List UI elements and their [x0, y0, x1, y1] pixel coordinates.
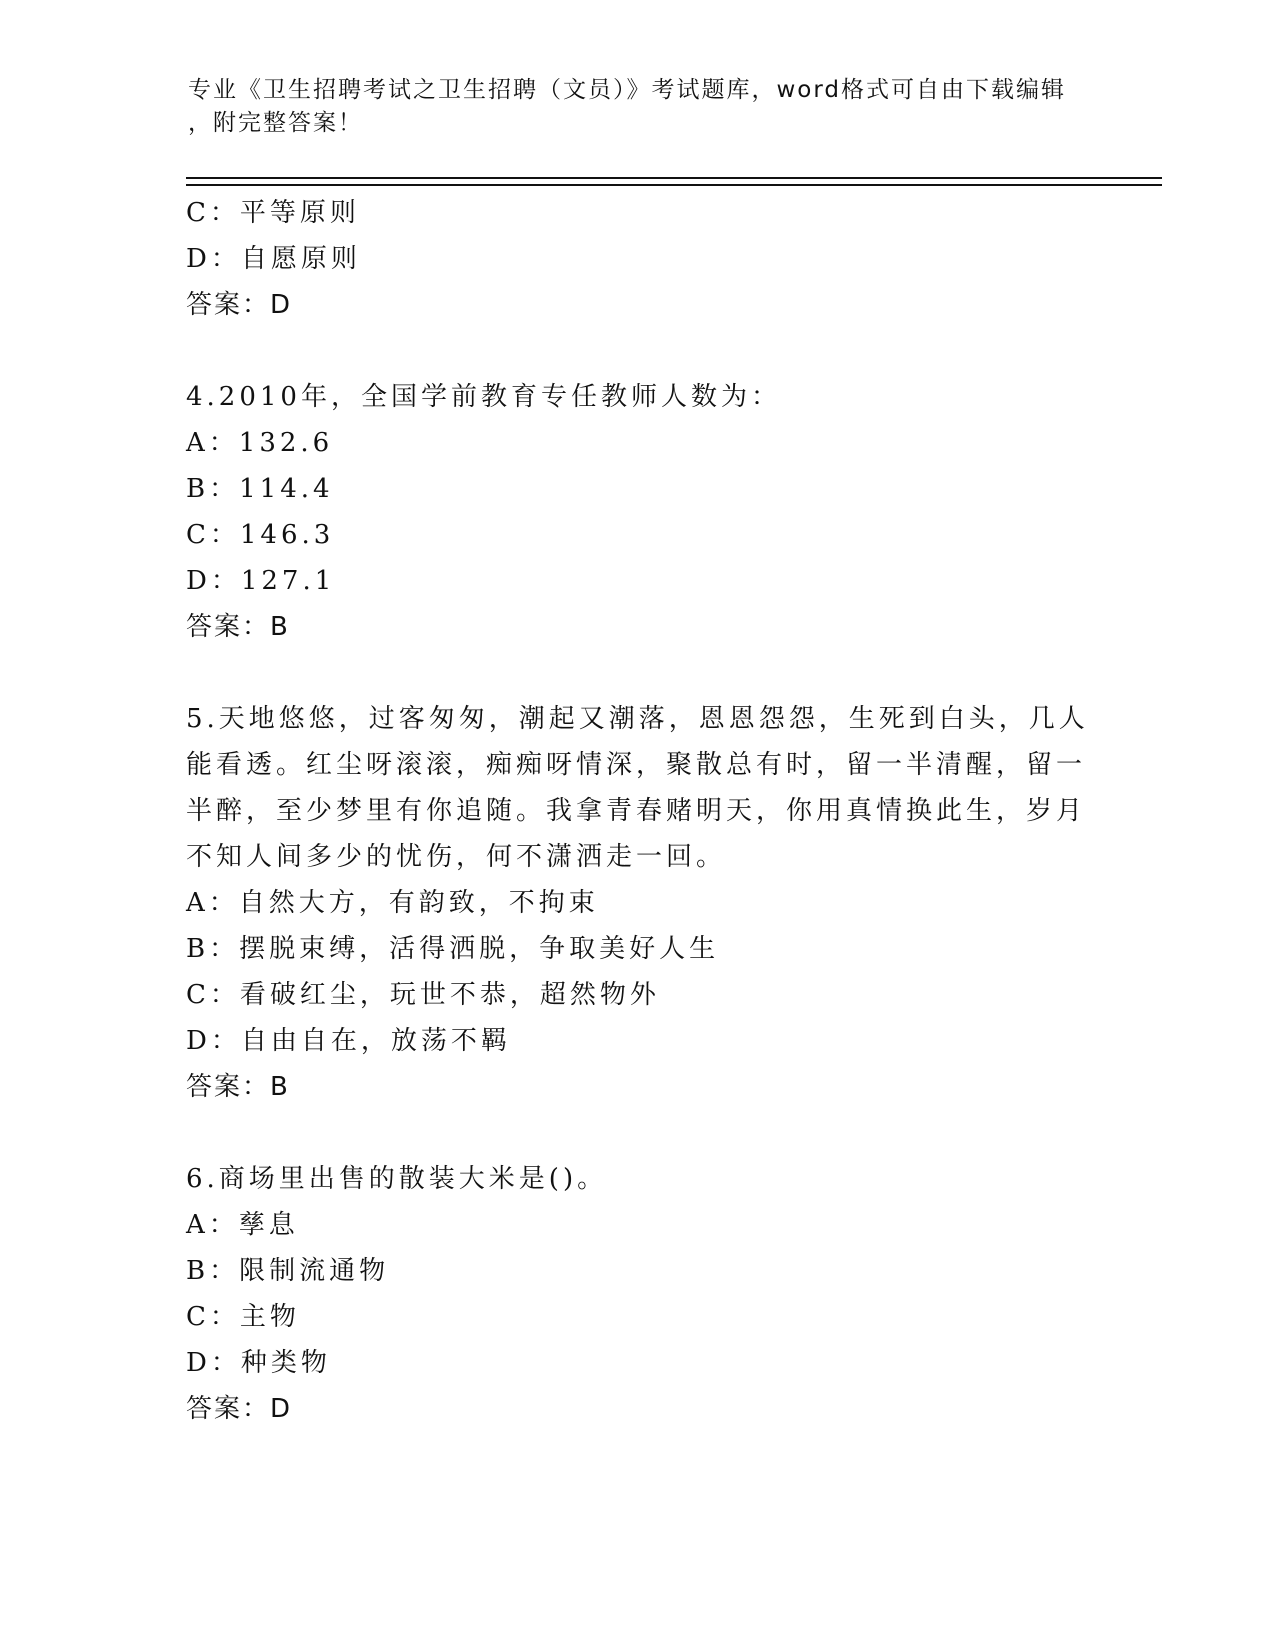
- q3-option-c: C：平等原则: [186, 198, 360, 228]
- header-line-1: 专业《卫生招聘考试之卫生招聘（文员）》考试题库，word格式可自由下载编辑: [188, 77, 1067, 103]
- spacer: [186, 650, 1086, 696]
- q5-option-a: A：自然大方，有韵致，不拘束: [186, 888, 599, 918]
- q5-answer: 答案：B: [186, 1072, 290, 1102]
- q6-stem: 6.商场里出售的散装大米是()。: [186, 1164, 608, 1194]
- q5-option-c: C：看破红尘，玩世不恭，超然物外: [186, 980, 660, 1010]
- spacer: [186, 1110, 1086, 1156]
- q3-option-d: D：自愿原则: [186, 244, 361, 274]
- q3-answer: 答案：D: [186, 290, 293, 320]
- q6-option-a: A：孳息: [186, 1210, 299, 1240]
- q5-option-d: D：自由自在，放荡不羁: [186, 1026, 511, 1056]
- q4-option-a: A：132.6: [186, 428, 334, 458]
- q5-stem-line-4: 不知人间多少的忧伤，何不潇洒走一回。: [186, 842, 727, 872]
- q5-option-b: B：摆脱束缚，活得洒脱，争取美好人生: [186, 934, 720, 964]
- q4-answer: 答案：B: [186, 612, 290, 642]
- q4-option-b: B：114.4: [186, 474, 334, 504]
- document-header: [188, 74, 1068, 140]
- document-body: [186, 190, 1089, 1432]
- q6-option-c: C：主物: [186, 1302, 300, 1332]
- q6-option-d: D：种类物: [186, 1348, 331, 1378]
- q4-option-c: C：146.3: [186, 520, 335, 550]
- header-line-2: ，附完整答案！: [188, 110, 363, 136]
- header-rule-bottom: [186, 184, 1162, 186]
- q5-stem-line-2: 能看透。红尘呀滚滚，痴痴呀情深，聚散总有时，留一半清醒，留一: [186, 750, 1087, 780]
- header-rule-top: [186, 177, 1162, 179]
- q6-option-b: B：限制流通物: [186, 1256, 390, 1286]
- q5-stem-line-3: 半醉，至少梦里有你追随。我拿青春赌明天，你用真情换此生，岁月: [186, 796, 1087, 826]
- q5-stem-line-1: 5.天地悠悠，过客匆匆，潮起又潮落，恩恩怨怨，生死到白头，几人: [186, 704, 1089, 734]
- spacer: [186, 328, 1086, 374]
- q4-stem: 4.2010年，全国学前教育专任教师人数为：: [186, 382, 781, 412]
- q4-option-d: D：127.1: [186, 566, 336, 596]
- q6-answer: 答案：D: [186, 1394, 293, 1424]
